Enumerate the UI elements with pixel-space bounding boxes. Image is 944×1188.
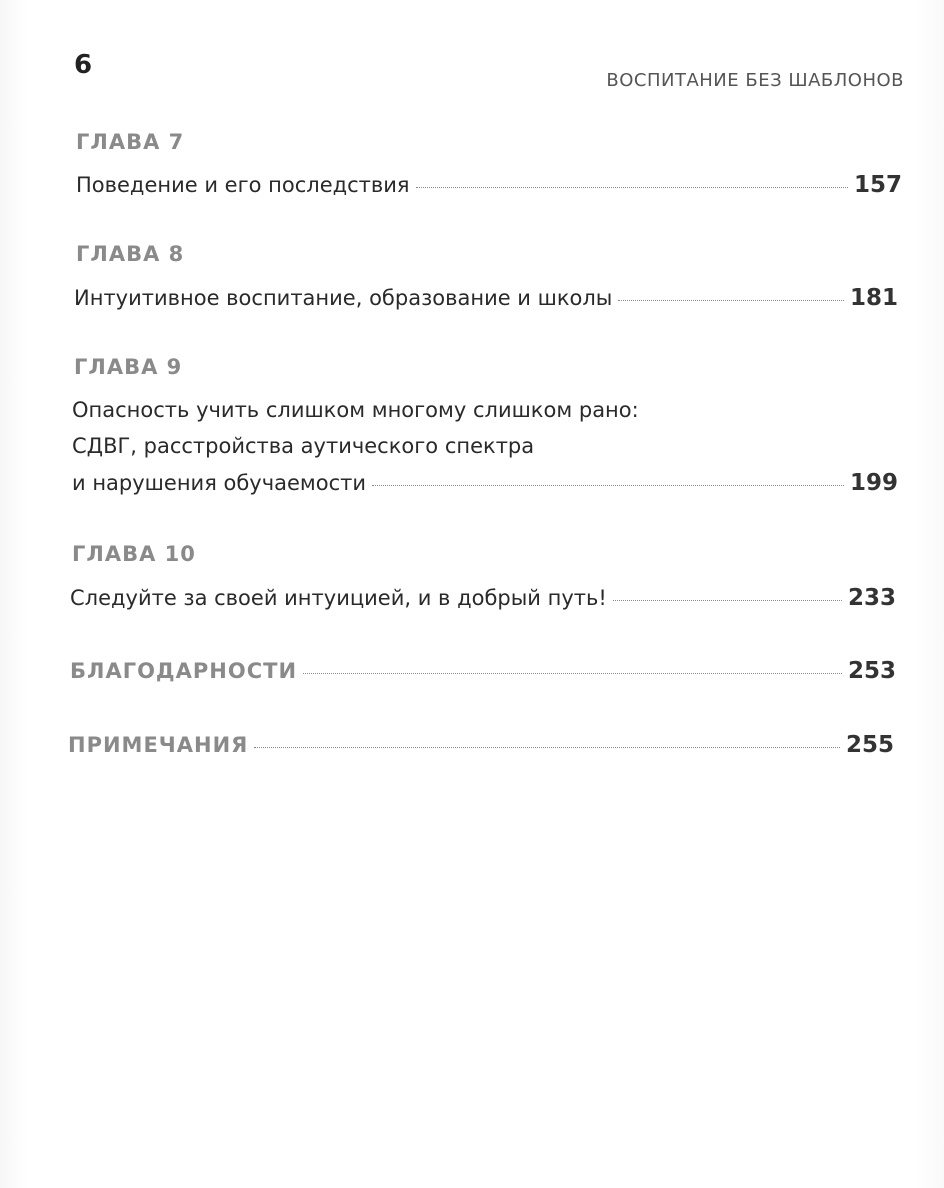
toc-entry-title: Следуйте за своей интуицией, и в добрый путь! [70, 586, 607, 610]
toc-entry-title-line: СДВГ, расстройства аутического спектра [72, 434, 535, 458]
toc-entry-title: БЛАГОДАРНОСТИ [70, 659, 298, 683]
dot-leader [416, 187, 848, 188]
toc-entry [76, 172, 902, 198]
toc-entry [70, 658, 896, 684]
toc-entry [70, 585, 896, 611]
dot-leader [613, 600, 842, 601]
chapter-label: ГЛАВА 7 [76, 130, 185, 154]
chapter-label: ГЛАВА 9 [74, 355, 183, 379]
dot-leader [303, 673, 842, 674]
page-number: 6 [74, 50, 93, 80]
dot-leader [254, 747, 840, 748]
toc-entry [74, 285, 898, 311]
toc-entry-title: и нарушения обучаемости [72, 471, 367, 495]
toc-page-number: 199 [849, 470, 898, 496]
running-head: ВОСПИТАНИЕ БЕЗ ШАБЛОНОВ [606, 70, 904, 91]
dot-leader [618, 300, 844, 301]
toc-page-number: 157 [853, 172, 902, 198]
toc-entry-title: ПРИМЕЧАНИЯ [68, 733, 249, 757]
chapter-label: ГЛАВА 8 [76, 242, 185, 266]
toc-page-number: 181 [849, 285, 898, 311]
toc-entry-title: Интуитивное воспитание, образование и школы [74, 286, 613, 310]
toc-page-number: 255 [845, 732, 894, 758]
toc-entry [72, 470, 898, 496]
toc-page-number: 233 [847, 585, 896, 611]
toc-entry-title-line: Опасность учить слишком многому слишком рано: [72, 398, 639, 422]
dot-leader [372, 485, 844, 486]
toc-entry-title: Поведение и его последствия [76, 173, 410, 197]
toc-page-number: 253 [847, 658, 896, 684]
toc-entry [68, 732, 894, 758]
chapter-label: ГЛАВА 10 [72, 542, 196, 566]
